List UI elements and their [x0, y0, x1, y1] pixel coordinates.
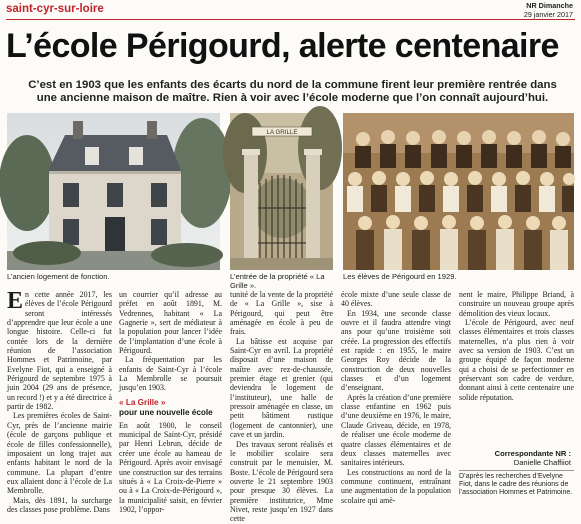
- dropcap: E: [7, 288, 24, 314]
- subheading-line-2: pour une nouvelle école: [119, 407, 213, 417]
- subheading: [119, 398, 222, 418]
- paragraph: école mixte d’une seule classe de 40 élèves.: [341, 290, 451, 309]
- paragraph: La fréquentation par les enfants de Saint-Cyr à l’école La Membrolle se poursuit jusqu’en 1903.: [119, 355, 222, 393]
- gate-photo-caption: L’entrée de la propriété « La Grille ».: [230, 272, 325, 290]
- paragraph: Mais, dès 1891, la surcharge des classes pose problème. Dans: [7, 495, 112, 514]
- article-standfirst: C’est en 1903 que les enfants des écarts du nord de la commune firent leur première rentrée dans une ancienne maison de maître. Rien à voir avec l’école moderne que l’on connaît aujourd’hui.: [28, 79, 557, 104]
- subheading-line-1: « La Grille »: [119, 397, 166, 407]
- paragraph: Les constructions au nord de la commune continuent, entraînant une augmentation de la population scolaire qui amè-: [341, 467, 451, 505]
- gate-sign-text: LA GRILLE: [266, 129, 298, 136]
- byline-role: Correspondante NR :: [494, 449, 571, 458]
- class-photo-caption: Les élèves de Périgourd en 1929.: [343, 272, 457, 281]
- house-photo-caption: L’ancien logement de fonction.: [7, 272, 110, 281]
- header-rule: [6, 19, 575, 20]
- house-photo: [7, 113, 220, 270]
- article-column-4: [341, 290, 451, 505]
- paragraph: L’école de Périgourd, avec neuf classes élémentaires et trois classes maternelles, n’a plus rien à voir avec sa version de 1903. C’est un groupe équipé de façon moderne qui a choisi de se perfectionner en préservant son cadre de verdure, donnant ainsi à cette centenaire une solide réputation.: [459, 318, 574, 402]
- gate-photo: [230, 113, 333, 270]
- paragraph: tunité de la vente de la propriété de « La Grille », sise à Périgourd, qui peut être aménagée en école à peu de frais.: [230, 290, 333, 337]
- article-column-2: [119, 290, 222, 514]
- byline-name: Danielle Chaffiiot: [513, 458, 571, 468]
- paragraph: Les premières écoles de Saint-Cyr, près de l’ancienne mairie (école de garçons publique et école de filles confessionnelle), imposaient un long trajet aux enfants habitant le nord de la commune. La plupart d’entre eux allaient donc à l’école de La Membrolle.: [7, 411, 112, 496]
- paragraph: En 1934, une seconde classe ouvre et il faudra attendre vingt ans pour qu’une troisième soit créée. La progression des effectifs est rapide : en 1955, le maire Georges Roy décide de la construction de deux nouvelles classes et d’un logement d’enseignant.: [341, 308, 451, 393]
- paragraph: un courrier qu’il adresse au préfet en août 1891, M. Vedrennes, habitant « La Gagnerie », sert de médiateur à la population pour lancer l’idée de l’implantation d’une école à Périgourd.: [119, 290, 222, 356]
- newspaper-info: [524, 1, 573, 19]
- source-note: D’après les recherches d’Evelyne Fiot, dans le cadre des réunions de l’association Hommes et Patrimoine.: [459, 473, 573, 497]
- issue-date: 29 janvier 2017: [523, 10, 573, 19]
- paragraph: Après la création d’une première classe enfantine en 1962 puis d’une deuxième en 1976, le maire, Claude Griveau, décide, en 1978, de réaliser une école moderne de quatre classes élémentaires et de deux classes maternelles avec sanitaires intérieurs.: [341, 392, 451, 468]
- note-divider: [459, 470, 574, 471]
- paragraph: La bâtisse est acquise par Saint-Cyr en avril. La propriété disposait d’une maison de maître avec rez-de-chaussée, premier étage et grenier (qui deviendra le logement de l’instituteur), une halle de pressoir aménagée en classe, un petit bâtiment rustique (logement de cantonnier), une cave et un jardin.: [230, 336, 333, 440]
- newspaper-name: NR Dimanche: [526, 1, 573, 10]
- paragraph: n cette année 2017, les élèves de l’école Périgourd seront intéressés d’apprendre que leur école a une longue histoire. Celle-ci fut contée lors de la dernière réunion de l’association Hommes et Patrimoine, par Evelyne Fiot, qui a enseigné à Périgourd de septembre 1975 à juin 2004 (29 ans de présence, un record !) et y a été directrice à partir de 1982.: [7, 290, 112, 412]
- paragraph: Des travaux seront réalisés et le mobilier scolaire sera construit par le menuisier, M. Boste. L’école de Périgourd sera ouverte le 21 septembre 1903 pour presque 30 élèves. La première institutrice, Mme Nivet, reste jusqu’en 1927 dans cette: [230, 439, 333, 524]
- section-rubric: saint-cyr-sur-loire: [6, 3, 104, 15]
- byline: [459, 449, 571, 467]
- article-column-3: [230, 290, 333, 524]
- paragraph: En août 1900, le conseil municipal de Saint-Cyr, présidé par Henri Lebrun, décide de créer une école au hameau de Périgourd. Après avoir envisagé une construction sur des terrains situés à « La Croix-de-Pierre » ou à « La Croix-de-Périgourd », la municipalité saisit, en février 1902, l’oppor-: [119, 420, 222, 514]
- paragraph: nent le maire, Philippe Briand, à construire un nouveau groupe après démolition des vieux locaux.: [459, 290, 574, 318]
- class-photo: [343, 113, 574, 270]
- article-column-5: [459, 290, 574, 450]
- article-column-1: [7, 288, 112, 514]
- article-headline: L’école Périgourd, alerte centenaire: [6, 27, 559, 65]
